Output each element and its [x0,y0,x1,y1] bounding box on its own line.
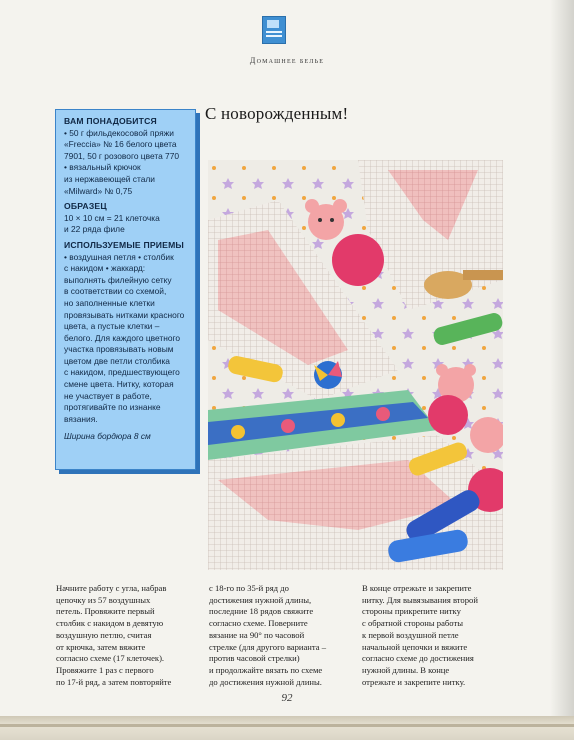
body-line: начальной цепочки и вяжите [362,641,468,652]
sidebar-line: из нержавеющей стали [64,173,155,184]
body-line: достижения нужной длины, [209,594,312,605]
sidebar-line: белого. Для каждого цветного [64,332,181,343]
body-line: В конце отрежьте и закрепите [362,583,472,593]
sidebar-line: «Freccia» № 16 белого цвета [64,139,177,150]
page-bottom-edge [0,716,574,740]
sidebar-line: 7901, 50 г розового цвета 770 [64,150,180,161]
body-line: петель. Провяжите первый [56,606,155,617]
magazine-logo-icon [262,16,286,44]
baby-blanket-photo [208,160,503,570]
body-column-1 [56,583,206,688]
body-line: согласно схеме. Поверните [209,618,308,629]
sidebar-line: с накидом • жаккард: [64,263,146,274]
sidebar-footer-width: Ширина бордюра 8 см [64,431,151,442]
sidebar-line: цветом две петли столбика [64,355,170,366]
body-line: от крючка, затем вяжите [56,641,146,652]
body-line: нужной длины. В конце [362,664,450,675]
sidebar-heading-materials: ВАМ ПОНАДОБИТСЯ [64,116,157,126]
body-line: воздушную петлю, считая [56,629,152,640]
sidebar-line: с накидом, предшествующего [64,367,180,378]
sidebar-line: не участвует в работе, [64,390,152,401]
sidebar-line: • вязальный крючок [64,162,141,173]
page-number: 92 [281,692,293,704]
materials-sidebar [55,109,196,470]
sidebar-line: вязания. [64,413,98,424]
sidebar-line: смене цвета. Нитку, которая [64,379,174,390]
body-line: согласно схеме до достижения [362,653,474,664]
sidebar-line: выполнять филейную сетку [64,274,172,285]
body-line: с обратной стороны работы [362,618,463,629]
sidebar-line: протягивайте по изнанке [64,402,161,413]
body-column-2 [209,583,355,688]
body-line: по 17-й ряд, а затем повторяйте [56,676,172,687]
body-line: последние 18 рядов свяжите [209,606,314,617]
sidebar-line: 10 × 10 см = 21 клеточка [64,212,160,223]
body-line: Провяжите 1 раз с первого [56,664,154,675]
body-line: с 18-го по 35-й ряд до [209,583,289,593]
sidebar-line: • воздушная петля • столбик [64,251,174,262]
section-header: Домашнее белье [249,56,325,65]
article-title: С новорожденным! [205,104,349,123]
body-line: столбик с накидом в девятую [56,618,164,629]
sidebar-line: и 22 ряда филе [64,224,125,235]
body-line: и продолжайте вязать по схеме [209,664,323,675]
body-line: против часовой стрелки) [209,653,300,664]
page-edge-shadow [550,0,574,740]
body-line: вязание на 90° по часовой [209,629,305,640]
sidebar-line: но заполненные клетки [64,297,155,308]
body-line: до достижения нужной длины. [209,676,322,687]
body-column-3 [362,583,510,688]
body-line: стороны прикрепите нитку [362,606,461,617]
sidebar-line: • 50 г фильдекосовой пряжи [64,127,174,138]
body-line: Начните работу с угла, набрав [56,583,167,593]
body-line: нитку. Для вывязывания второй [362,594,478,605]
sidebar-heading-gauge: ОБРАЗЕЦ [64,201,107,212]
body-line: согласно схеме (17 клеточек). [56,653,165,664]
body-line: цепочку из 57 воздушных [56,594,151,605]
sidebar-line: цвета, а пустые клетки – [64,321,160,332]
body-line: стрелке (для другого варианта – [209,641,327,652]
sidebar-heading-techniques: ИСПОЛЬЗУЕМЫЕ ПРИЕМЫ [64,239,185,250]
body-line: к первой воздушной петле [362,629,459,640]
sidebar-line: провязывать нитками красного [64,309,185,320]
body-line: отрежьте и закрепите нитку. [362,676,466,687]
sidebar-line: участка провязывать новым [64,344,174,355]
sidebar-line: «Milward» № 0,75 [64,185,133,196]
sidebar-line: в соответствии со схемой, [64,286,167,297]
